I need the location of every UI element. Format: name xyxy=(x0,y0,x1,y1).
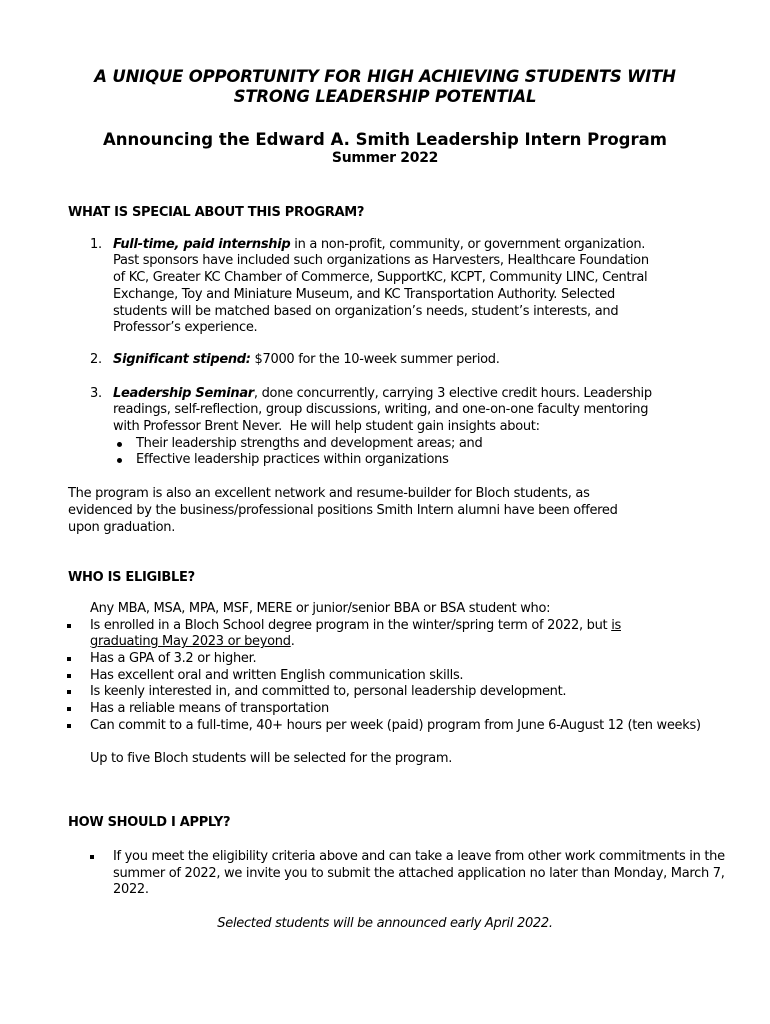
main-title xyxy=(0,67,770,107)
item-number: 3. xyxy=(90,385,102,401)
apply-list xyxy=(90,849,760,899)
selection-note: Up to five Bloch students will be selected for the program. xyxy=(90,750,453,766)
eligibility-bullet: Has excellent oral and written English communication skills. xyxy=(67,668,760,685)
list-item-stipend xyxy=(90,352,760,369)
item-lead: Full-time, paid internship xyxy=(113,236,291,252)
item-text: , done concurrently, carrying 3 elective credit hours. Leadership readings, self-reflection, group discussions, writing, and one-on-one faculty mentoring with Professor Brent Never. He will help student gain insights about: xyxy=(113,385,652,435)
program-term: Summer 2022 xyxy=(331,150,439,166)
program-network-paragraph: The program is also an excellent network and resume-builder for Bloch students, as evidenced by the business/professional positions Smith Intern alumni have been offered upon graduation. xyxy=(68,486,618,535)
seminar-bullet: Effective leadership practices within organizations xyxy=(90,452,760,469)
announcement-date: Selected students will be announced early April 2022. xyxy=(217,916,553,932)
eligibility-bullet xyxy=(67,618,760,651)
section-heading-apply: HOW SHOULD I APPLY? xyxy=(68,815,231,831)
list-item-seminar xyxy=(90,386,760,470)
bullet-underlined: is xyxy=(611,617,621,633)
section-heading-special: WHAT IS SPECIAL ABOUT THIS PROGRAM? xyxy=(68,205,365,220)
eligibility-bullet: Has a reliable means of transportation xyxy=(67,701,760,718)
list-item-internship xyxy=(90,237,760,337)
eligibility-bullet: Has a GPA of 3.2 or higher. xyxy=(67,651,760,668)
eligibility-list xyxy=(90,601,760,735)
seminar-bullet: Their leadership strengths and development areas; and xyxy=(90,436,760,453)
item-text: in a non-profit, community, or government organization. Past sponsors have included such organizations as Harvesters, Healthcare Foundation of KC, Greater KC Chamber of Commerce, SupportKC, KCPT, Community LINC, Central Exchange, Toy and Miniature Museum, and KC Transportation Authority. Selected students will be matched based on organization’s needs, student’s interests, and Professor’s experience. xyxy=(113,236,649,336)
item-lead: Significant stipend: xyxy=(113,351,251,367)
section-heading-eligible: WHO IS ELIGIBLE? xyxy=(68,570,195,586)
item-text: $7000 for the 10-week summer period. xyxy=(250,351,500,367)
document-page xyxy=(0,67,770,933)
bullet-text: . xyxy=(290,634,295,650)
item-number: 1. xyxy=(90,236,102,252)
eligibility-intro: Any MBA, MSA, MPA, MSF, MERE or junior/senior BBA or BSA student who: xyxy=(90,600,551,616)
bullet-underlined: graduating May 2023 or beyond xyxy=(90,634,291,650)
eligibility-bullet: Can commit to a full-time, 40+ hours per week (paid) program from June 6-August 12 (ten weeks) xyxy=(67,718,760,735)
bullet-text: Is enrolled in a Bloch School degree program in the winter/spring term of 2022, but xyxy=(90,617,612,633)
item-number: 2. xyxy=(90,351,102,367)
program-announcement: Announcing the Edward A. Smith Leadership Intern Program xyxy=(103,130,667,149)
title-line-2: STRONG LEADERSHIP POTENTIAL xyxy=(233,87,537,106)
eligibility-bullet: Is keenly interested in, and committed to, personal leadership development. xyxy=(67,684,760,701)
apply-bullet: If you meet the eligibility criteria above and can take a leave from other work commitments in the summer of 2022, we invite you to submit the attached application no later than Monday, March 7, 2022. xyxy=(90,849,760,899)
title-line-1: A UNIQUE OPPORTUNITY FOR HIGH ACHIEVING STUDENTS WITH xyxy=(94,67,676,86)
item-lead: Leadership Seminar xyxy=(113,385,254,401)
